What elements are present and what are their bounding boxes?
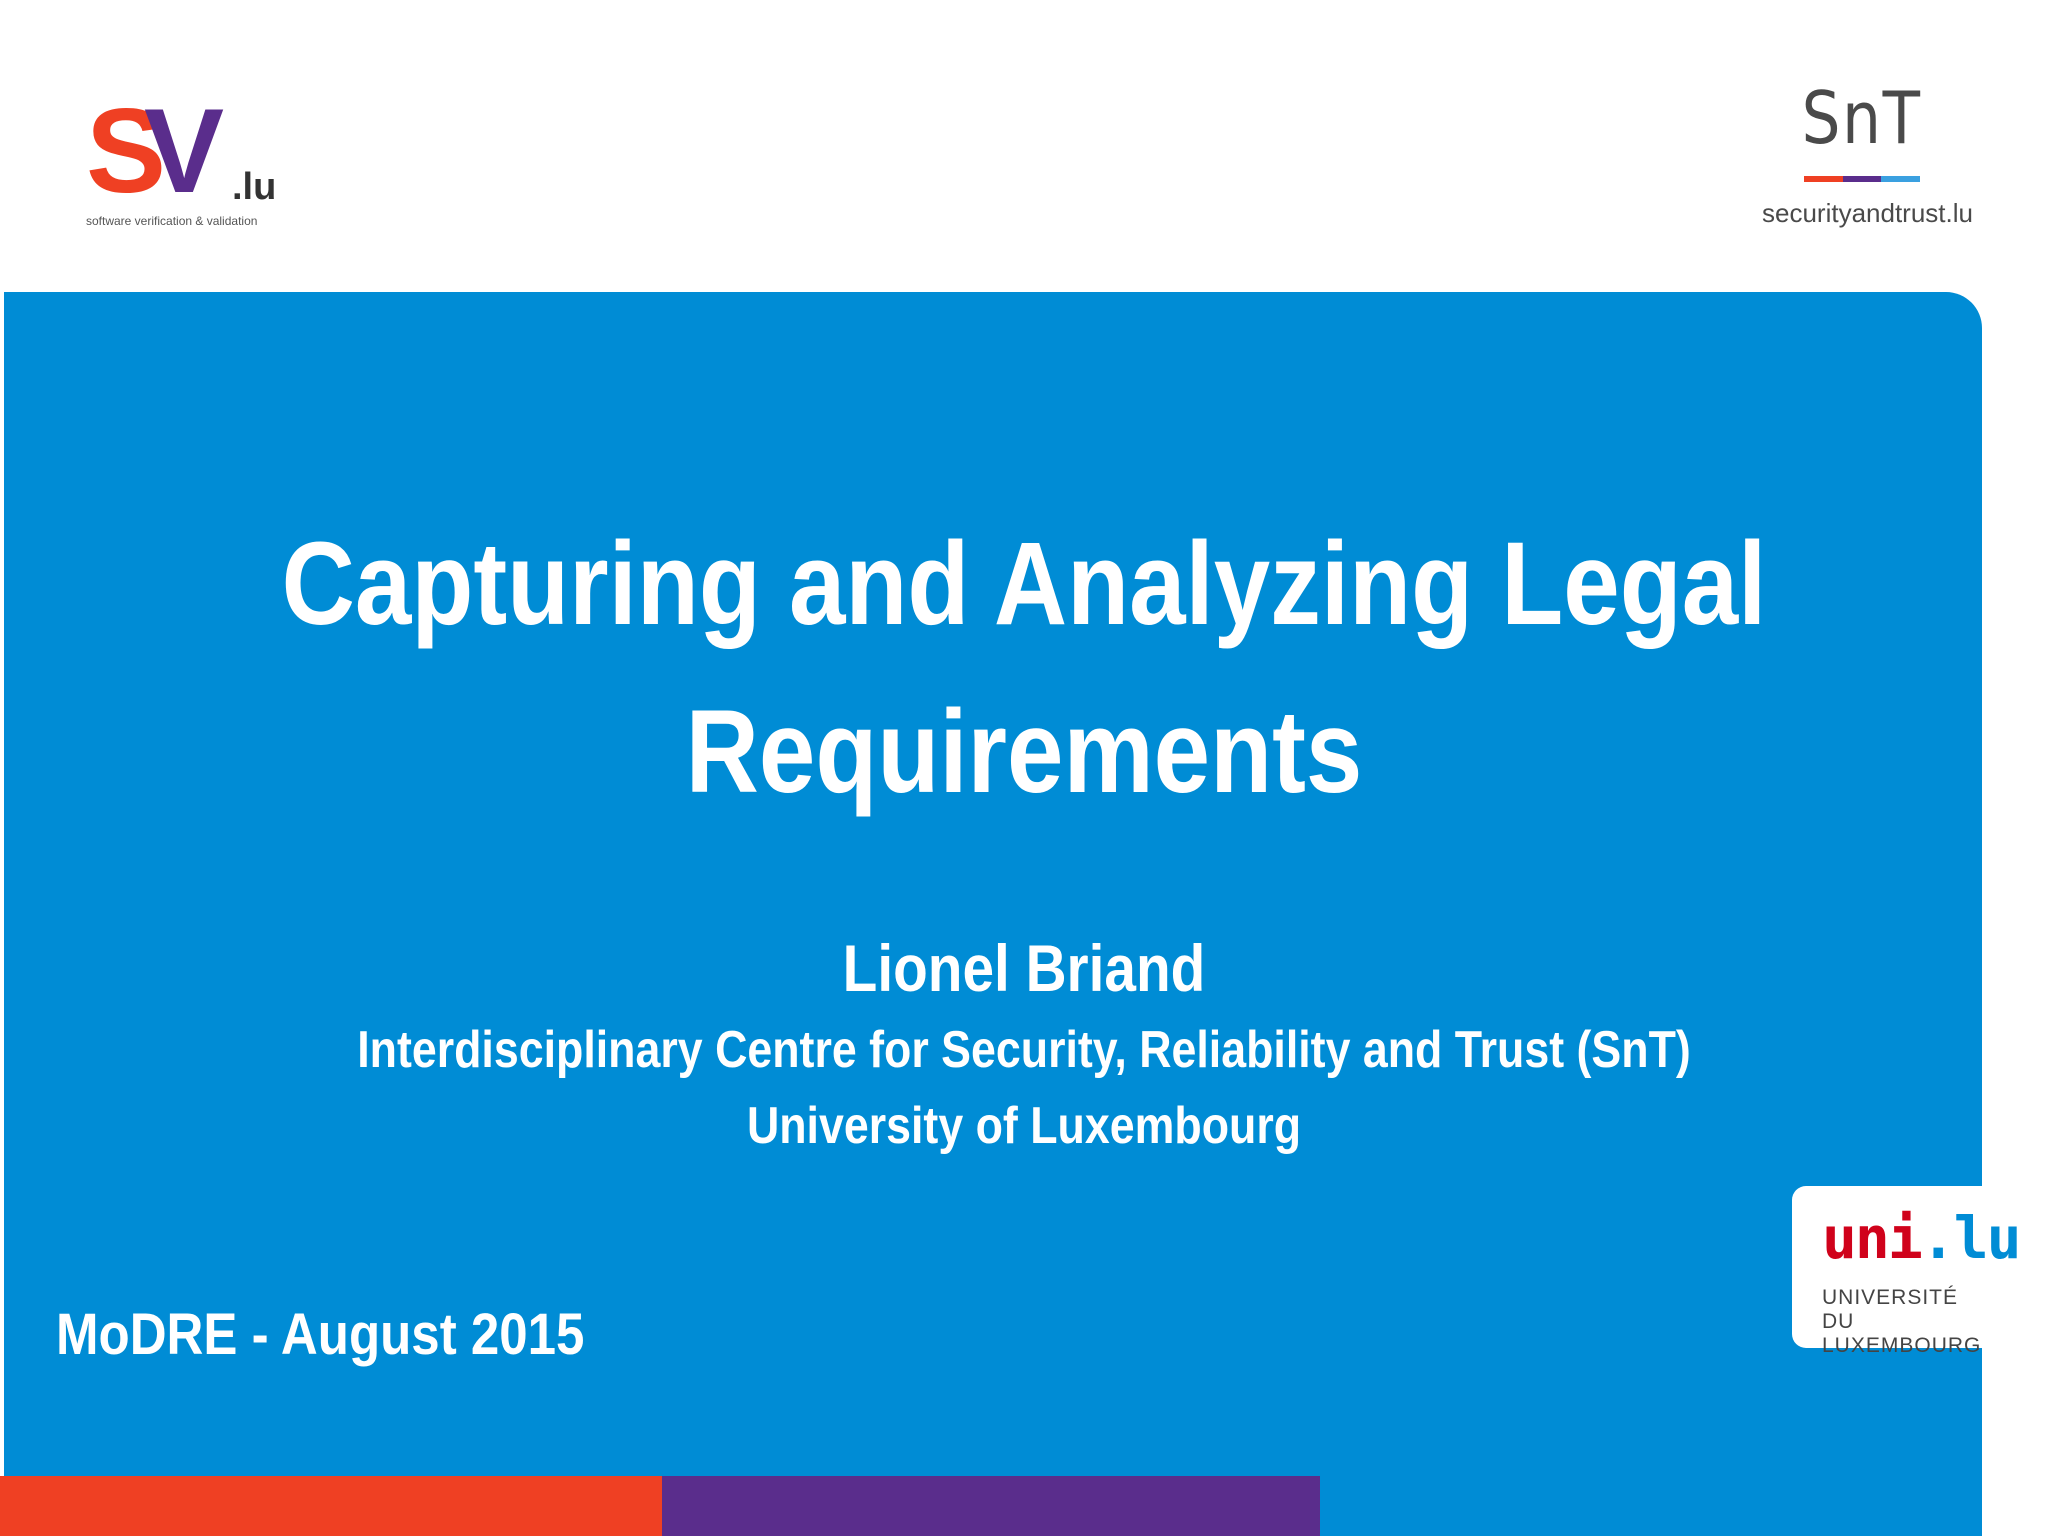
snt-logo <box>1762 76 1973 230</box>
snt-logo-word: SnT <box>1801 76 1923 160</box>
slide-title <box>147 500 1901 836</box>
slide-title-line1: Capturing and Analyzing Legal <box>281 518 1767 650</box>
author-name: Lionel Briand <box>842 931 1206 1005</box>
affiliation-centre: Interdisciplinary Centre for Security, Reliability and Trust (SnT) <box>357 1021 1691 1079</box>
snt-logo-url: securityandtrust.lu <box>1762 198 1973 228</box>
uni-lu-name: UNIVERSITÉ DU LUXEMBOURG <box>1822 1286 1982 1357</box>
uni-lu-logo <box>1792 1186 2020 1357</box>
slide-title-line2: Requirements <box>685 686 1363 818</box>
footer-bar-purple <box>662 1476 1320 1536</box>
title-panel <box>4 292 1982 1536</box>
swv-logo <box>86 84 286 231</box>
swv-logo-lu: .lu <box>232 166 277 208</box>
affiliation-university: University of Luxembourg <box>746 1097 1302 1155</box>
uni-lu-wordmark: uni.lu <box>1822 1204 2020 1272</box>
event-label: MoDRE - August 2015 <box>56 1302 585 1367</box>
swv-logo-s: S <box>86 84 159 218</box>
snt-logo-bar <box>1804 176 1920 182</box>
swv-logo-tagline: software verification & validation <box>86 214 258 228</box>
footer-bar-red <box>0 1476 662 1536</box>
swv-logo-v: V <box>144 84 211 218</box>
